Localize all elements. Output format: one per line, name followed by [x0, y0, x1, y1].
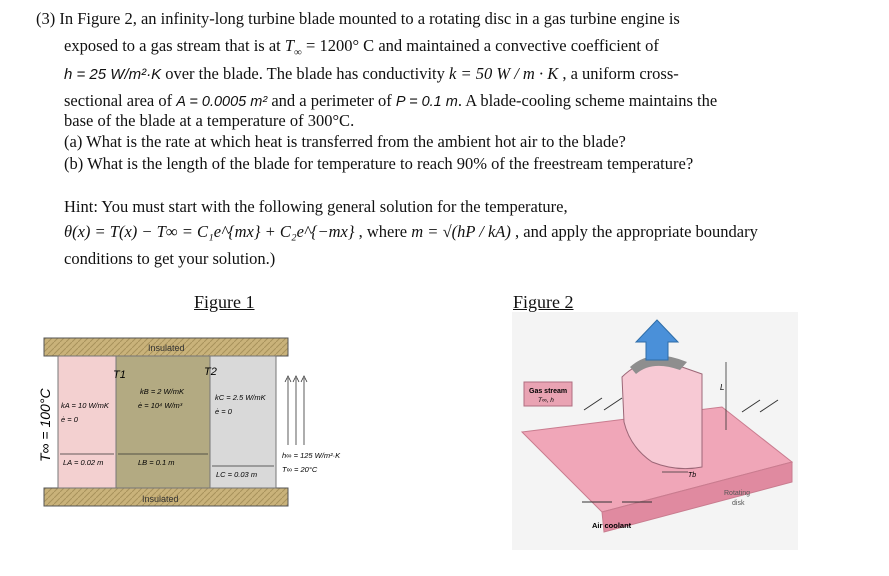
disk-label: disk: [732, 500, 745, 507]
problem-text-3: over the blade. The blade has conductivity: [161, 64, 450, 83]
figure-2-title: Figure 2: [513, 292, 574, 312]
rotating-label: Rotating: [724, 490, 751, 497]
layer-b-k: kB = 2 W/mK: [140, 387, 184, 396]
t-infinity-value: = 1200° C: [301, 36, 375, 55]
infinity-subscript: ∞: [294, 46, 302, 59]
problem-line-5: base of the blade at a temperature of 300°C.: [64, 111, 355, 130]
t-infinity-symbol: T: [284, 36, 295, 55]
dimension-lc: LC = 0.03 m: [216, 470, 258, 479]
problem-text-1: In Figure 2, an infinity-long turbine blade mounted to a rotating disc in a gas turbine engine is: [59, 9, 680, 28]
t1-label: T1: [113, 369, 126, 381]
problem-line-4: [64, 91, 717, 112]
problem-line-1: [36, 9, 680, 29]
perimeter-value: P = 0.1 m: [395, 94, 458, 110]
layer-c-e: ė = 0: [215, 407, 232, 416]
insulated-bottom-label: Insulated: [142, 494, 179, 504]
problem-text-3-end: , a uniform cross-: [558, 64, 679, 83]
problem-text-4b: and a perimeter of: [267, 91, 396, 110]
insulated-top-label: Insulated: [148, 343, 185, 353]
layer-c: [210, 356, 276, 488]
dimension-la: LA = 0.02 m: [63, 458, 104, 467]
problem-text-4a: sectional area of: [64, 91, 177, 110]
general-solution-equation: θ(x) = T(x) − T∞ = C₁e^{mx} + C₂e^{−mx}: [64, 222, 355, 241]
layer-c-k: kC = 2.5 W/mK: [215, 393, 266, 402]
layer-a-e: ė = 0: [61, 415, 78, 424]
hint-where: , where: [354, 222, 412, 241]
layer-a-k: kA = 10 W/mK: [61, 401, 109, 410]
figure-1-diagram: [30, 330, 370, 530]
tb-label: Tb: [688, 472, 697, 479]
part-a: (a) What is the rate at which heat is transferred from the ambient hot air to the blade?: [64, 132, 626, 151]
layer-b: [116, 356, 210, 488]
problem-text-2a: exposed to a gas stream that is at: [64, 36, 285, 55]
h-value: h = 25 W/m²·K: [64, 66, 162, 83]
dimension-lb: LB = 0.1 m: [138, 458, 175, 467]
part-b: (b) What is the length of the blade for temperature to reach 90% of the freestream temperature?: [64, 154, 694, 173]
gas-stream-sub: T∞, h: [538, 397, 554, 404]
layer-b-e: ė = 10⁴ W/m³: [138, 401, 183, 410]
figure-2-diagram: [512, 312, 798, 550]
problem-text-4c: . A blade-cooling scheme maintains the: [457, 91, 718, 110]
left-temperature-label: T∞ = 100°C: [37, 388, 53, 462]
gas-stream-label: Gas stream: [529, 388, 568, 395]
hint-line-1: Hint: You must start with the following general solution for the temperature,: [64, 197, 568, 216]
problem-text-2b: and maintained a convective coefficient of: [374, 36, 659, 55]
hint-line-2-end: , and apply the appropriate boundary: [510, 222, 758, 241]
m-definition: m = √(hP / kA): [411, 222, 511, 241]
area-value: A = 0.0005 m²: [176, 94, 268, 110]
problem-line-2: [64, 36, 659, 62]
t-right-label: T∞ = 20°C: [282, 465, 318, 474]
problem-line-3: [64, 64, 679, 85]
length-label: L: [720, 383, 725, 392]
hint-line-2: [64, 222, 758, 242]
k-value: k = 50 W / m · K: [449, 64, 559, 83]
t2-label: T2: [204, 366, 217, 378]
air-coolant-label: Air coolant: [592, 521, 632, 530]
problem-number: (3): [36, 9, 56, 28]
h-right-label: h∞ = 125 W/m²·K: [282, 451, 341, 460]
figure-1-title: Figure 1: [194, 292, 255, 312]
hint-line-3: conditions to get your solution.): [64, 249, 276, 268]
